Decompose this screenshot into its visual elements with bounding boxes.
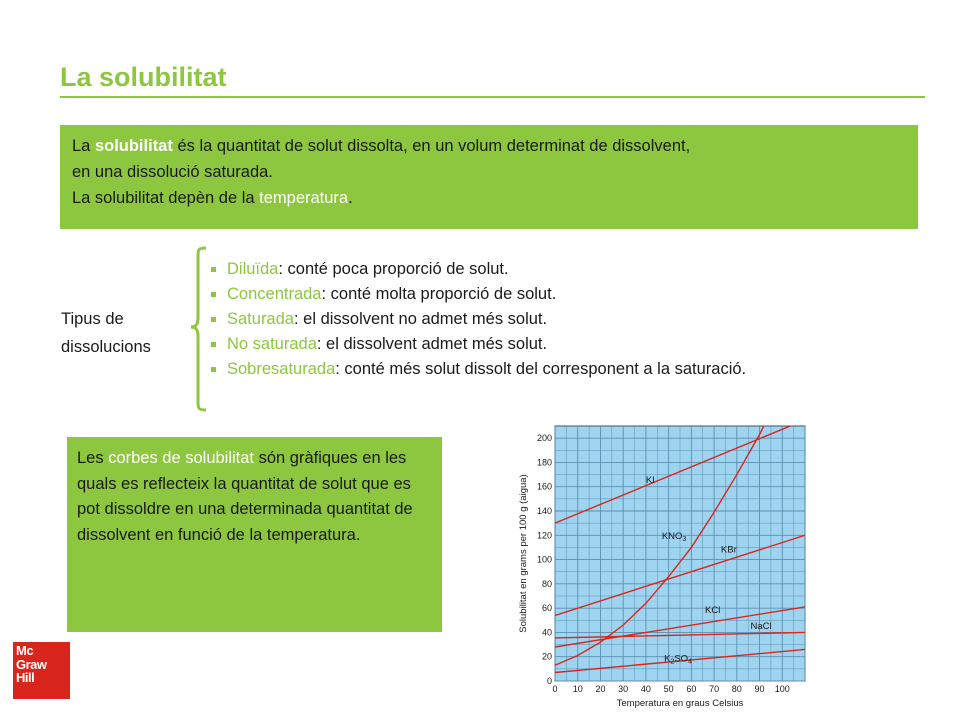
y-tick-label: 100 [536, 554, 552, 565]
y-tick-label: 200 [536, 433, 552, 444]
series-label: $K_2SO_4$ [664, 653, 692, 666]
y-tick-label: 140 [536, 506, 552, 516]
y-tick-label: 60 [541, 603, 552, 614]
logo-text: Hill [16, 670, 35, 685]
definition-text: és la quantitat de solut dissolta, en un volum determinat de dissolvent, [172, 137, 691, 155]
y-tick-label: 180 [536, 457, 552, 468]
page-title: La solubilitat [60, 62, 227, 92]
curves-description-box [67, 437, 442, 632]
definition-text: en una dissolució saturada. [72, 163, 273, 181]
type-term: Saturada [227, 310, 294, 328]
x-tick-label: 50 [663, 684, 674, 694]
y-axis-label: Solubilitat en grams per 100 g (aigua) [518, 474, 529, 633]
list-item [211, 332, 746, 357]
type-term: Sobresaturada [227, 360, 336, 378]
tipus-label-line: Tipus de [61, 310, 124, 328]
type-desc: : el dissolvent no admet més solut. [293, 310, 548, 328]
type-desc: : conté poca proporció de solut. [278, 260, 509, 278]
y-tick-label: 0 [546, 676, 552, 686]
list-item [211, 257, 746, 282]
series-label: NaCl [750, 620, 772, 632]
curves-highlight: corbes de solubilitat [108, 449, 255, 467]
definition-highlight-solubilitat: solubilitat [94, 137, 173, 155]
list-item [211, 282, 746, 307]
bullet-icon [211, 292, 216, 297]
definition-text: La solubilitat depèn de la [72, 189, 260, 207]
type-desc: : el dissolvent admet més solut. [316, 335, 548, 353]
y-tick-label: 160 [536, 481, 552, 492]
logo-text: Graw [16, 656, 47, 672]
type-term: Concentrada [227, 285, 322, 303]
type-desc: : conté més solut dissolt del corresponent a la saturació. [335, 360, 747, 378]
solubility-chart [512, 418, 812, 708]
logo-text: Mc [16, 643, 34, 658]
x-tick-label: 90 [754, 684, 765, 694]
x-tick-label: 40 [640, 684, 651, 694]
title-underline [60, 96, 925, 98]
curves-text: són gràfiques en les quals es reflecteix la quantitat de solut que es pot dissoldre en una determinada quantitat de dissolvent en funció de la temperatura. [77, 449, 413, 544]
x-tick-label: 20 [595, 684, 606, 694]
definition-box [60, 125, 918, 229]
mcgraw-hill-logo [13, 642, 70, 699]
y-tick-label: 80 [541, 578, 552, 589]
list-item [211, 357, 746, 382]
series-label: KI [645, 475, 655, 487]
y-tick-label: 120 [536, 530, 552, 541]
series-label: $KNO_3$ [661, 530, 687, 543]
definition-highlight-temperatura: temperatura [259, 189, 349, 207]
bullet-icon [211, 317, 216, 322]
bullet-icon [211, 342, 216, 347]
x-tick-label: 100 [774, 684, 790, 694]
x-tick-label: 80 [731, 684, 742, 694]
tipus-label-line: dissolucions [61, 338, 151, 356]
bullet-icon [211, 367, 216, 372]
x-tick-label: 30 [618, 684, 629, 694]
curves-text: Les [77, 449, 109, 467]
x-tick-label: 10 [572, 684, 583, 694]
y-tick-label: 40 [541, 627, 552, 638]
series-label: KBr [720, 544, 737, 556]
x-ticks [552, 684, 789, 694]
bullet-icon [211, 267, 216, 272]
x-tick-label: 60 [686, 684, 697, 694]
type-term: Diluïda [227, 260, 279, 278]
definition-text: La [72, 137, 95, 155]
types-list [211, 257, 746, 382]
y-tick-label: 20 [541, 651, 552, 662]
tipus-label [61, 305, 151, 361]
x-tick-label: 0 [552, 684, 558, 694]
definition-text: . [348, 189, 353, 207]
type-term: No saturada [227, 335, 317, 353]
series-label: KCl [705, 605, 721, 616]
type-desc: : conté molta proporció de solut. [321, 285, 557, 303]
brace-icon [188, 246, 208, 412]
y-ticks [537, 433, 552, 686]
x-axis-label: Temperatura en graus Celsius [616, 698, 744, 708]
list-item [211, 307, 746, 332]
x-tick-label: 70 [709, 684, 720, 694]
